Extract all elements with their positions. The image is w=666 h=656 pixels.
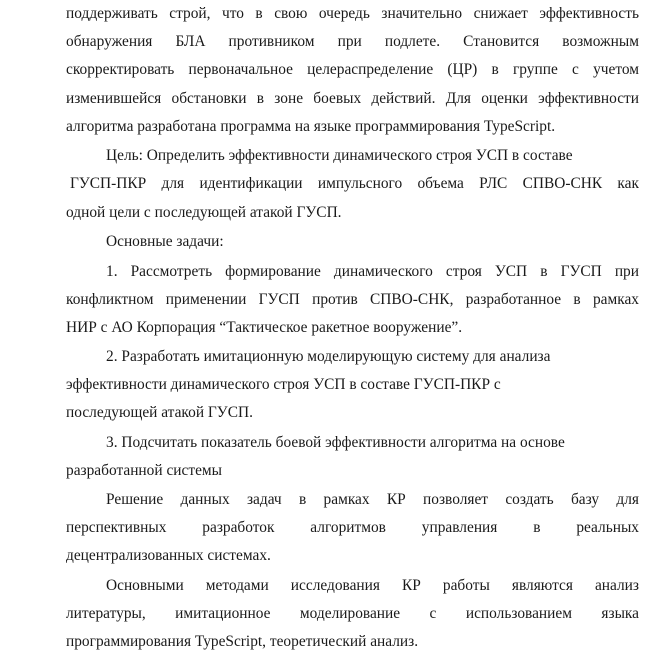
text-line: разработанной системы (66, 462, 222, 479)
text-line: алгоритма разработана программа на языке программирования TypeScript. (66, 118, 556, 135)
section-heading: Основные задачи: (106, 233, 224, 250)
text-line: 1. Рассмотреть формирование динамического строя УСП в ГУСП при (106, 263, 639, 280)
text-line: 2. Разработать имитационную моделирующую систему для анализа (106, 348, 551, 365)
text-line: перспективных разработок алгоритмов управления в реальных (66, 519, 639, 536)
text-line: одной цели с последующей атакой ГУСП. (66, 204, 342, 221)
text-line: конфликтном применении ГУСП против СПВО-СНК, разработанное в рамках (66, 291, 639, 308)
text-line: Основными методами исследования КР работы являются анализ (106, 577, 639, 594)
text-line: децентрализованных системах. (66, 547, 271, 564)
text-line: НИР с АО Корпорация “Тактическое ракетное вооружение”. (66, 319, 463, 336)
text-line: эффективности динамического строя УСП в составе ГУСП-ПКР с (66, 376, 501, 393)
text-line: скорректировать первоначальное целераспределение (ЦР) в группе с учетом (66, 61, 639, 78)
text-line: литературы, имитационное моделирование с использованием языка (66, 605, 639, 622)
text-line: последующей атакой ГУСП. (66, 404, 253, 421)
text-line: Решение данных задач в рамках КР позволяет создать базу для (106, 491, 639, 508)
text-line: изменившейся обстановки в зоне боевых действий. Для оценки эффективности (66, 90, 639, 107)
text-line: обнаружения БЛА противником при подлете. Становится возможным (66, 33, 639, 50)
text-line: ГУСП-ПКР для идентификации импульсного объема РЛС СПВО-СНК как (70, 175, 639, 192)
text-line: поддерживать строй, что в свою очередь значительно снижает эффективность (66, 5, 639, 22)
text-line: программирования TypeScript, теоретический анализ. (66, 633, 419, 650)
text-line: Цель: Определить эффективности динамического строя УСП в составе (106, 147, 573, 164)
text-line: 3. Подсчитать показатель боевой эффективности алгоритма на основе (106, 434, 565, 451)
